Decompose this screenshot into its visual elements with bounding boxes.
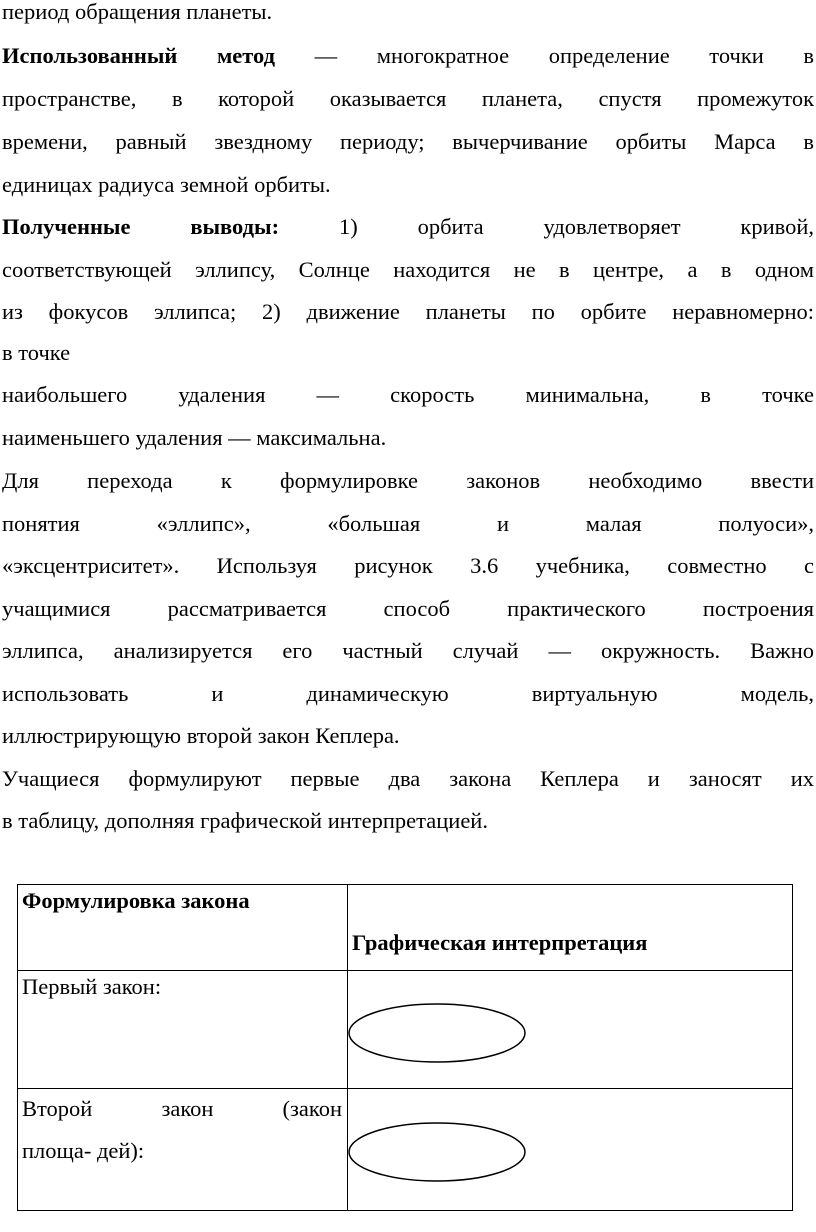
text-line: эллипса, анализируется его частный случай — окружность. Важно xyxy=(2,638,814,663)
orbit-ellipse xyxy=(349,1004,525,1062)
text-line: единицах радиуса земной орбиты. xyxy=(2,172,331,197)
text-line: использовать и динамическую виртуальную модель, xyxy=(2,681,814,706)
first-law-label: Первый закон: xyxy=(22,974,162,999)
text-line: период обращения планеты. xyxy=(2,0,273,24)
table-header-cell xyxy=(18,885,348,971)
table-header-cell xyxy=(348,885,793,971)
text-line: пространстве, в которой оказывается планета, спустя промежуток xyxy=(2,86,814,111)
second-law-label-line1: Второй закон (закон xyxy=(22,1096,342,1121)
table-row xyxy=(18,971,793,1089)
text-line: времени, равный звездному периоду; вычерчивание орбиты Марса в xyxy=(2,129,814,154)
text-line: в таблицу, дополняя графической интерпретацией. xyxy=(2,808,488,833)
text-line: понятия «эллипс», «большая и малая полуоси», xyxy=(2,511,814,536)
text-line: учащимися рассматривается способ практического построения xyxy=(2,596,814,621)
text-line xyxy=(2,213,814,241)
text-line xyxy=(2,42,814,70)
table-cell xyxy=(18,971,348,1089)
method-label: Использованный метод xyxy=(2,43,276,68)
text-line: Для перехода к формулировке законов необходимо ввести xyxy=(2,468,814,493)
conclusions-label: Полученные выводы: xyxy=(2,214,280,239)
ellipse-drawing xyxy=(348,1002,528,1064)
table-header-row xyxy=(18,885,793,971)
table-row xyxy=(18,1089,793,1211)
kepler-laws-table xyxy=(17,884,793,1211)
second-law-label-line2: площа- дей): xyxy=(22,1138,145,1163)
header-graphic-interpretation: Графическая интерпретация xyxy=(352,930,648,955)
text-line: наименьшего удаления — максимальна. xyxy=(2,425,387,450)
text-fragment: 1) орбита удовлетворяет кривой, xyxy=(338,214,814,239)
header-law-formulation: Формулировка закона xyxy=(22,888,250,913)
table-cell xyxy=(18,1089,348,1211)
text-line: в точке xyxy=(2,340,71,365)
text-line: соответствующей эллипсу, Солнце находится не в центре, а в одном xyxy=(2,257,814,282)
table-cell xyxy=(348,971,793,1089)
ellipse-drawing xyxy=(348,1121,528,1183)
text-line: Учащиеся формулируют первые два закона Кеплера и заносят их xyxy=(2,766,814,791)
text-line: иллюстрирующую второй закон Кеплера. xyxy=(2,723,400,748)
text-line: «эксцентриситет». Используя рисунок 3.6 учебника, совместно с xyxy=(2,553,814,578)
text-line: из фокусов эллипса; 2) движение планеты по орбите неравномерно: xyxy=(2,299,814,324)
text-fragment: — многократное определение точки в xyxy=(314,43,814,68)
orbit-ellipse xyxy=(349,1123,525,1181)
text-line: наибольшего удаления — скорость минимальна, в точке xyxy=(2,382,814,407)
table-cell xyxy=(348,1089,793,1211)
